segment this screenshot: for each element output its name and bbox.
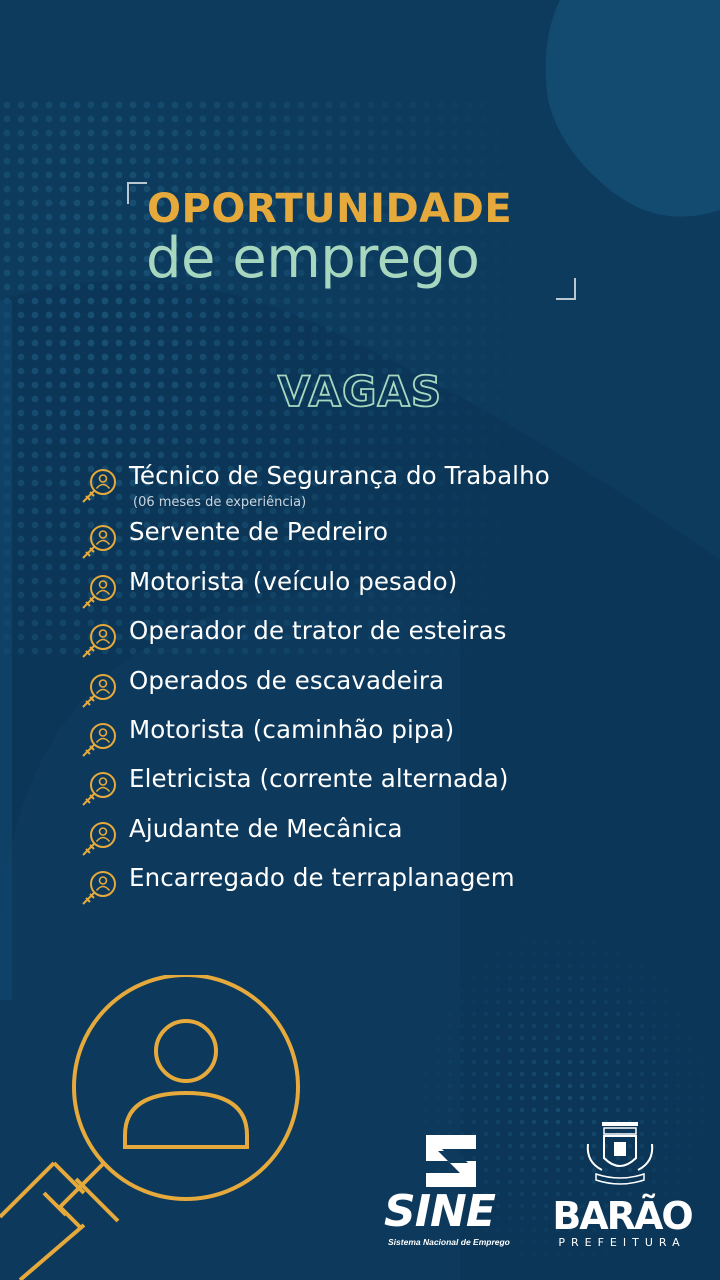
list-item: [0, 511, 720, 561]
job-label: Encarregado de terraplanagem: [129, 863, 515, 892]
list-item: [0, 758, 720, 808]
bracket-top-left: [127, 182, 147, 204]
job-label: Ajudante de Mecânica: [129, 814, 403, 843]
list-item: [0, 808, 720, 858]
title-oportunidade: OPORTUNIDADE: [147, 186, 513, 232]
person-search-icon: [74, 465, 120, 511]
list-item: [0, 857, 720, 907]
list-item: [0, 660, 720, 710]
header: [0, 180, 720, 310]
job-label: Motorista (veículo pesado): [129, 567, 458, 596]
list-item: [0, 561, 720, 611]
barao-logo-text: BARÃO: [552, 1194, 692, 1238]
job-label: Operador de trator de esteiras: [129, 616, 507, 645]
barao-logo-subtitle: PREFEITURA: [558, 1236, 686, 1249]
title-de-emprego: de emprego: [146, 226, 480, 291]
vagas-heading: [0, 362, 720, 422]
list-item: [0, 610, 720, 660]
job-note: (06 meses de experiência): [133, 495, 307, 510]
bracket-bottom-right: [556, 278, 576, 300]
sine-logo-subtitle: Sistema Nacional de Emprego: [388, 1237, 510, 1247]
barao-coat-of-arms-icon: [582, 1118, 658, 1190]
list-item: [0, 455, 720, 510]
person-search-icon: [74, 867, 120, 913]
job-label: Eletricista (corrente alternada): [129, 764, 509, 793]
job-label: Servente de Pedreiro: [129, 517, 389, 546]
job-label: Operados de escavadeira: [129, 666, 445, 695]
job-label: Técnico de Segurança do Trabalho: [129, 461, 550, 490]
list-item: [0, 709, 720, 759]
magnifier-person-icon: [0, 975, 310, 1280]
sine-logo-text: SINE: [384, 1186, 495, 1237]
vagas-title-text: VAGAS: [277, 367, 443, 416]
job-label: Motorista (caminhão pipa): [129, 715, 455, 744]
